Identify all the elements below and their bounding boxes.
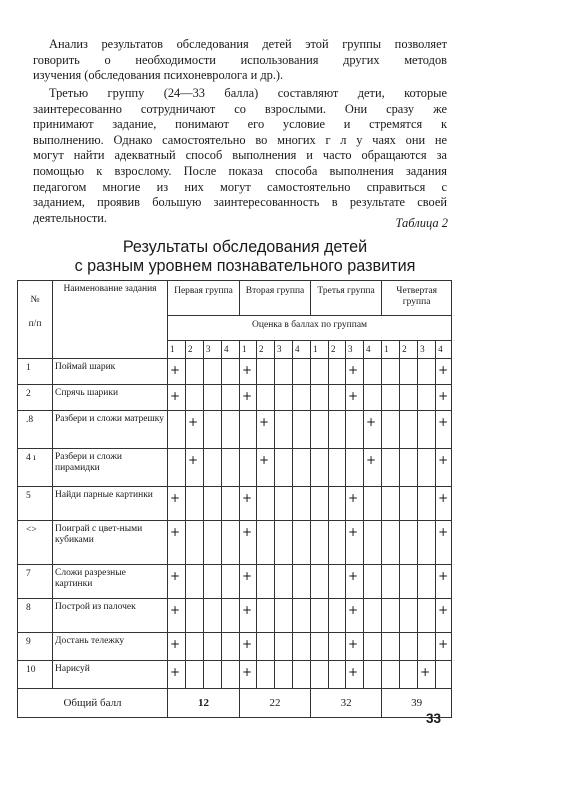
score-cell bbox=[186, 565, 204, 599]
score-cell bbox=[311, 565, 329, 599]
score-mark: + bbox=[257, 411, 275, 449]
score-cell bbox=[382, 385, 400, 411]
score-cell bbox=[364, 359, 382, 385]
score-column-header: 1 bbox=[240, 341, 257, 359]
total-score: 32 bbox=[311, 689, 382, 718]
score-cell bbox=[257, 487, 275, 521]
score-cell bbox=[186, 385, 204, 411]
score-cell bbox=[204, 487, 222, 521]
score-cell bbox=[382, 565, 400, 599]
score-mark: + bbox=[436, 599, 452, 633]
score-cell bbox=[400, 449, 418, 487]
score-cell bbox=[186, 599, 204, 633]
score-mark: + bbox=[346, 633, 364, 661]
score-cell bbox=[418, 633, 436, 661]
row-number: 8 bbox=[18, 599, 53, 633]
score-mark: + bbox=[168, 565, 186, 599]
score-cell bbox=[204, 599, 222, 633]
score-cell bbox=[293, 599, 311, 633]
score-cell bbox=[382, 449, 400, 487]
score-cell bbox=[400, 599, 418, 633]
table-row bbox=[18, 449, 452, 487]
score-cell bbox=[329, 565, 346, 599]
score-column-header: 3 bbox=[346, 341, 364, 359]
score-cell bbox=[382, 633, 400, 661]
score-mark: + bbox=[168, 633, 186, 661]
score-cell bbox=[400, 565, 418, 599]
score-cell bbox=[293, 487, 311, 521]
score-cell bbox=[222, 661, 240, 689]
task-name: Достань тележку bbox=[53, 633, 168, 661]
score-cell bbox=[311, 633, 329, 661]
score-mark: + bbox=[436, 487, 452, 521]
score-cell bbox=[311, 487, 329, 521]
table-label: Таблица 2 bbox=[395, 216, 448, 230]
title-line: Результаты обследования детей bbox=[122, 238, 368, 256]
score-mark: + bbox=[240, 359, 257, 385]
score-mark: + bbox=[240, 633, 257, 661]
score-cell bbox=[222, 385, 240, 411]
num-sub: п/п bbox=[28, 319, 42, 329]
score-cell bbox=[400, 521, 418, 565]
text-line: помощью к взрослому. После показа способа выполнения задания bbox=[33, 163, 447, 178]
score-cell bbox=[418, 449, 436, 487]
score-cell bbox=[275, 565, 293, 599]
score-cell bbox=[436, 661, 452, 689]
score-cell bbox=[400, 359, 418, 385]
score-mark: + bbox=[346, 521, 364, 565]
score-column-header: 3 bbox=[204, 341, 222, 359]
row-number: .8 bbox=[18, 411, 53, 449]
score-mark: + bbox=[240, 661, 257, 689]
score-cell bbox=[293, 359, 311, 385]
score-cell bbox=[204, 449, 222, 487]
score-mark: + bbox=[346, 487, 364, 521]
score-mark: + bbox=[346, 599, 364, 633]
total-score: 39 bbox=[382, 689, 452, 718]
score-mark: + bbox=[346, 385, 364, 411]
group-header: Третья группа bbox=[311, 281, 382, 316]
score-cell bbox=[400, 661, 418, 689]
score-column-header: 4 bbox=[364, 341, 382, 359]
score-cell bbox=[275, 385, 293, 411]
score-cell bbox=[222, 487, 240, 521]
score-cell bbox=[329, 411, 346, 449]
score-cell bbox=[275, 487, 293, 521]
task-name: Разбери и сложи пирамидки bbox=[53, 449, 168, 487]
score-mark: + bbox=[240, 565, 257, 599]
score-column-header: 4 bbox=[293, 341, 311, 359]
table-row bbox=[18, 385, 452, 411]
text-line: изучения (обследования психоневролога и др.). bbox=[33, 68, 284, 83]
score-mark: + bbox=[346, 359, 364, 385]
score-mark: + bbox=[418, 661, 436, 689]
score-cell bbox=[311, 359, 329, 385]
total-score: 12 bbox=[168, 689, 240, 718]
score-cell bbox=[311, 385, 329, 411]
score-cell bbox=[364, 633, 382, 661]
table-row bbox=[18, 359, 452, 385]
text-line: заинтересованно сотрудничают со взрослыми. Они сразу же bbox=[33, 101, 447, 116]
score-mark: + bbox=[257, 449, 275, 487]
score-cell bbox=[346, 449, 364, 487]
title-line: с разным уровнем познавательного развития bbox=[74, 257, 416, 275]
score-cell bbox=[204, 565, 222, 599]
score-cell bbox=[382, 521, 400, 565]
score-column-header: 4 bbox=[436, 341, 452, 359]
text-line: Анализ результатов обследования детей этой группы позволяет bbox=[49, 37, 447, 51]
score-header: Оценка в баллах по группам bbox=[168, 316, 452, 341]
row-number: 7 bbox=[18, 565, 53, 599]
score-cell bbox=[204, 359, 222, 385]
score-cell bbox=[275, 521, 293, 565]
score-cell bbox=[257, 385, 275, 411]
score-column-header: 1 bbox=[168, 341, 186, 359]
score-cell bbox=[204, 385, 222, 411]
row-number: <> bbox=[18, 521, 53, 565]
score-cell bbox=[418, 385, 436, 411]
text-line: деятельности. bbox=[33, 210, 108, 225]
score-mark: + bbox=[186, 449, 204, 487]
score-cell bbox=[418, 565, 436, 599]
score-cell bbox=[364, 487, 382, 521]
score-cell bbox=[293, 565, 311, 599]
score-cell bbox=[382, 661, 400, 689]
score-cell bbox=[240, 449, 257, 487]
text-line: говорить о необходимости использования других методов bbox=[33, 52, 447, 67]
text-line: выполнению. Однако самостоятельно во многих г л у чаях они не bbox=[33, 132, 447, 147]
score-cell bbox=[275, 449, 293, 487]
paragraph-third-group bbox=[33, 86, 447, 226]
score-cell bbox=[204, 411, 222, 449]
row-number: 9 bbox=[18, 633, 53, 661]
row-number: 4 ı bbox=[18, 449, 53, 487]
score-cell bbox=[400, 487, 418, 521]
score-column-header: 2 bbox=[329, 341, 346, 359]
score-cell bbox=[186, 359, 204, 385]
score-mark: + bbox=[168, 599, 186, 633]
score-cell bbox=[222, 521, 240, 565]
task-name: Поймай шарик bbox=[53, 359, 168, 385]
table-title bbox=[20, 238, 470, 276]
task-name: Построй из палочек bbox=[53, 599, 168, 633]
score-cell bbox=[222, 599, 240, 633]
score-mark: + bbox=[186, 411, 204, 449]
score-cell bbox=[382, 411, 400, 449]
score-cell bbox=[293, 633, 311, 661]
score-cell bbox=[418, 411, 436, 449]
page-number: 33 bbox=[426, 711, 442, 726]
score-cell bbox=[257, 599, 275, 633]
score-cell bbox=[222, 359, 240, 385]
num-symbol: № bbox=[30, 295, 40, 305]
score-cell bbox=[418, 487, 436, 521]
table-row bbox=[18, 411, 452, 449]
score-mark: + bbox=[436, 411, 452, 449]
score-mark: + bbox=[168, 661, 186, 689]
score-cell bbox=[364, 599, 382, 633]
score-column-header: 2 bbox=[257, 341, 275, 359]
score-cell bbox=[275, 599, 293, 633]
score-cell bbox=[204, 633, 222, 661]
score-mark: + bbox=[346, 661, 364, 689]
score-cell bbox=[275, 661, 293, 689]
task-name: Нарисуй bbox=[53, 661, 168, 689]
score-mark: + bbox=[240, 385, 257, 411]
score-mark: + bbox=[240, 487, 257, 521]
score-cell bbox=[204, 521, 222, 565]
score-cell bbox=[275, 411, 293, 449]
score-mark: + bbox=[436, 359, 452, 385]
score-cell bbox=[186, 633, 204, 661]
score-cell bbox=[240, 411, 257, 449]
score-cell bbox=[222, 633, 240, 661]
score-cell bbox=[275, 633, 293, 661]
score-cell bbox=[400, 411, 418, 449]
score-cell bbox=[186, 661, 204, 689]
score-mark: + bbox=[436, 633, 452, 661]
score-mark: + bbox=[436, 565, 452, 599]
score-cell bbox=[418, 521, 436, 565]
score-mark: + bbox=[364, 411, 382, 449]
score-cell bbox=[400, 385, 418, 411]
score-mark: + bbox=[168, 359, 186, 385]
group-header: Вторая группа bbox=[240, 281, 311, 316]
paragraph-analysis bbox=[33, 37, 447, 84]
text-line: заданием, проявив большую заинтересованность в результате своей bbox=[33, 195, 447, 210]
score-column-header: 3 bbox=[275, 341, 293, 359]
results-table bbox=[17, 280, 452, 718]
score-cell bbox=[382, 599, 400, 633]
score-cell bbox=[329, 385, 346, 411]
score-cell bbox=[329, 661, 346, 689]
row-number: 2 bbox=[18, 385, 53, 411]
score-cell bbox=[257, 565, 275, 599]
score-cell bbox=[329, 633, 346, 661]
table-row bbox=[18, 565, 452, 599]
score-mark: + bbox=[168, 487, 186, 521]
score-cell bbox=[382, 487, 400, 521]
score-mark: + bbox=[436, 449, 452, 487]
score-column-header: 1 bbox=[382, 341, 400, 359]
score-cell bbox=[311, 411, 329, 449]
table-row bbox=[18, 599, 452, 633]
score-mark: + bbox=[436, 521, 452, 565]
score-cell bbox=[400, 633, 418, 661]
score-cell bbox=[329, 449, 346, 487]
score-column-header: 1 bbox=[311, 341, 329, 359]
score-cell bbox=[329, 487, 346, 521]
task-name: Сложи разрезные картинки bbox=[53, 565, 168, 599]
score-cell bbox=[364, 385, 382, 411]
score-cell bbox=[329, 359, 346, 385]
score-mark: + bbox=[346, 565, 364, 599]
text-line: педагогом многие из них могут самостоятельно справиться с bbox=[33, 179, 447, 194]
score-cell bbox=[418, 359, 436, 385]
score-cell bbox=[364, 521, 382, 565]
total-score: 22 bbox=[240, 689, 311, 718]
table-row bbox=[18, 521, 452, 565]
text-line: принимают задание, понимают его условие и стремятся к bbox=[33, 117, 447, 132]
score-cell bbox=[293, 521, 311, 565]
score-mark: + bbox=[240, 521, 257, 565]
score-cell bbox=[168, 449, 186, 487]
score-mark: + bbox=[168, 385, 186, 411]
table-row bbox=[18, 633, 452, 661]
table-row bbox=[18, 661, 452, 689]
score-mark: + bbox=[436, 385, 452, 411]
total-row bbox=[18, 689, 452, 718]
score-cell bbox=[186, 521, 204, 565]
task-name: Поиграй с цвет-ными кубиками bbox=[53, 521, 168, 565]
row-number: 5 bbox=[18, 487, 53, 521]
row-number: 10 bbox=[18, 661, 53, 689]
score-cell bbox=[222, 449, 240, 487]
score-cell bbox=[311, 449, 329, 487]
score-cell bbox=[222, 411, 240, 449]
score-cell bbox=[311, 521, 329, 565]
text-line: могут найти адекватный способ выполнения и часто обращаются за bbox=[33, 148, 447, 163]
score-cell bbox=[346, 411, 364, 449]
score-mark: + bbox=[364, 449, 382, 487]
score-cell bbox=[204, 661, 222, 689]
score-cell bbox=[168, 411, 186, 449]
score-mark: + bbox=[240, 599, 257, 633]
score-cell bbox=[275, 359, 293, 385]
score-cell bbox=[382, 359, 400, 385]
score-cell bbox=[364, 661, 382, 689]
score-cell bbox=[257, 521, 275, 565]
table-row bbox=[18, 487, 452, 521]
col-num-header bbox=[18, 281, 53, 359]
task-name: Разбери и сложи матрешку bbox=[53, 411, 168, 449]
group-header: Первая группа bbox=[168, 281, 240, 316]
col-task-header: Наименование задания bbox=[53, 281, 168, 359]
row-number: 1 bbox=[18, 359, 53, 385]
score-cell bbox=[222, 565, 240, 599]
score-cell bbox=[293, 411, 311, 449]
score-cell bbox=[311, 599, 329, 633]
score-cell bbox=[293, 385, 311, 411]
score-column-header: 2 bbox=[186, 341, 204, 359]
score-column-header: 4 bbox=[222, 341, 240, 359]
text-line: Третью группу (24—33 балла) составляют дети, которые bbox=[49, 86, 447, 100]
score-cell bbox=[186, 487, 204, 521]
score-cell bbox=[257, 359, 275, 385]
score-column-header: 3 bbox=[418, 341, 436, 359]
score-cell bbox=[257, 633, 275, 661]
score-cell bbox=[364, 565, 382, 599]
score-cell bbox=[257, 661, 275, 689]
total-label: Общий балл bbox=[18, 689, 168, 718]
score-cell bbox=[293, 449, 311, 487]
score-column-header: 2 bbox=[400, 341, 418, 359]
score-cell bbox=[329, 521, 346, 565]
score-cell bbox=[293, 661, 311, 689]
score-mark: + bbox=[168, 521, 186, 565]
score-cell bbox=[329, 599, 346, 633]
score-cell bbox=[418, 599, 436, 633]
task-name: Найди парные картинки bbox=[53, 487, 168, 521]
score-cell bbox=[311, 661, 329, 689]
task-name: Спрячь шарики bbox=[53, 385, 168, 411]
group-header: Четвертая группа bbox=[382, 281, 452, 316]
